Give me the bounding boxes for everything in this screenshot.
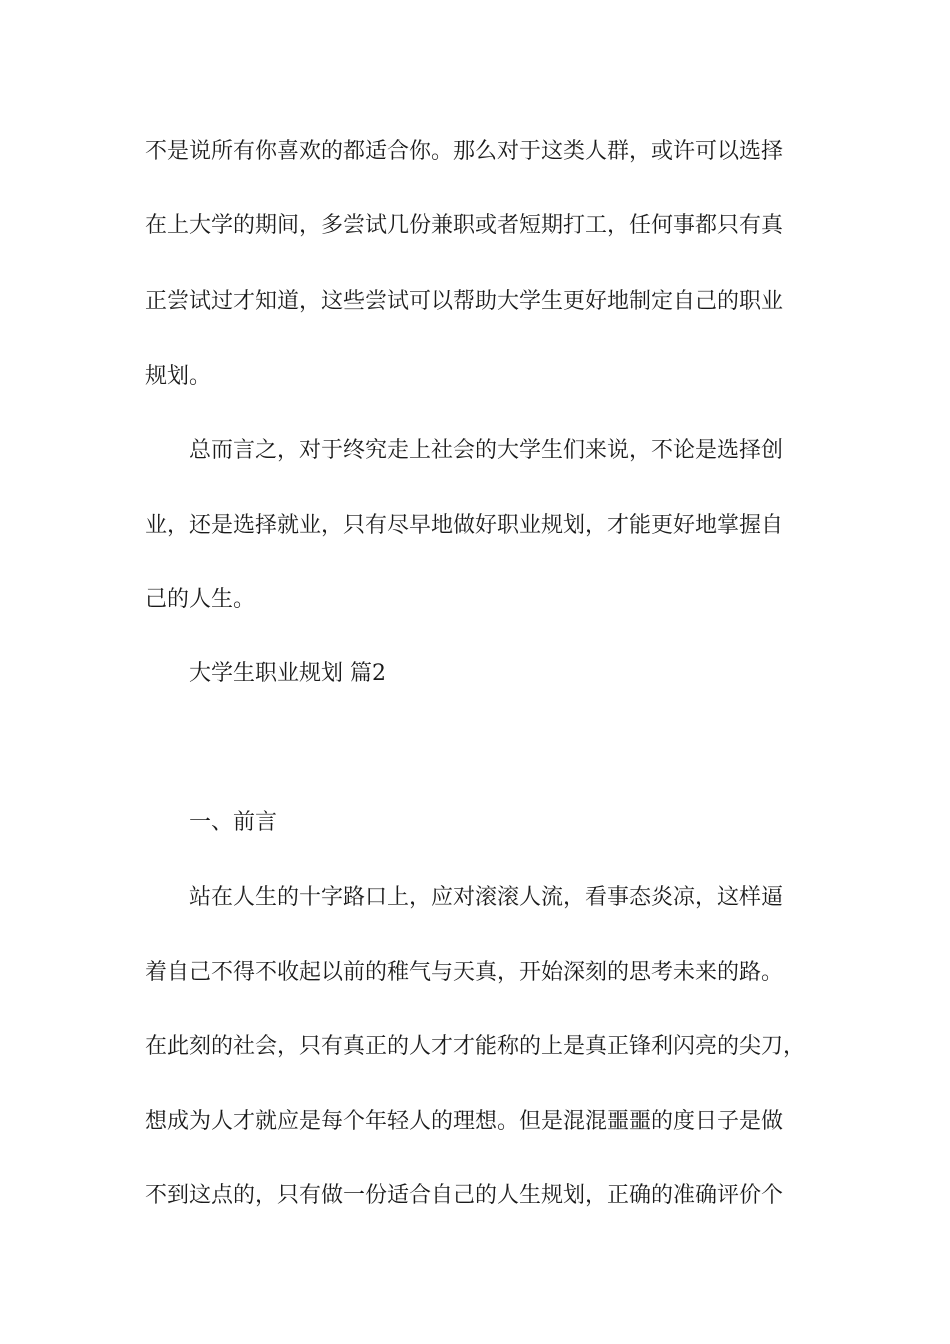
paragraph-line: 业，还是选择就业，只有尽早地做好职业规划，才能更好地掌握自 (145, 513, 784, 538)
paragraph-line: 着自己不得不收起以前的稚气与天真，开始深刻的思考未来的路。 (145, 960, 784, 985)
paragraph-line: 正尝试过才知道，这些尝试可以帮助大学生更好地制定自己的职业 (145, 289, 784, 314)
paragraph-line: 在上大学的期间，多尝试几份兼职或者短期打工，任何事都只有真 (145, 213, 784, 238)
paragraph-line: 站在人生的十字路口上，应对滚滚人流，看事态炎凉，这样逼 (189, 885, 784, 910)
section-heading: 大学生职业规划 篇2 (189, 661, 386, 686)
paragraph-line: 在此刻的社会，只有真正的人才才能称的上是真正锋利闪亮的尖刀， (145, 1034, 806, 1059)
paragraph-line: 总而言之，对于终究走上社会的大学生们来说，不论是选择创 (189, 438, 784, 463)
paragraph-line: 不是说所有你喜欢的都适合你。那么对于这类人群，或许可以选择 (145, 139, 784, 164)
subsection-heading: 一、前言 (189, 810, 278, 835)
paragraph-line: 己的人生。 (145, 587, 256, 612)
paragraph-line: 规划。 (145, 364, 212, 389)
paragraph-line: 想成为人才就应是每个年轻人的理想。但是混混噩噩的度日子是做 (145, 1109, 784, 1134)
paragraph-line: 不到这点的，只有做一份适合自己的人生规划，正确的准确评价个 (145, 1183, 784, 1208)
